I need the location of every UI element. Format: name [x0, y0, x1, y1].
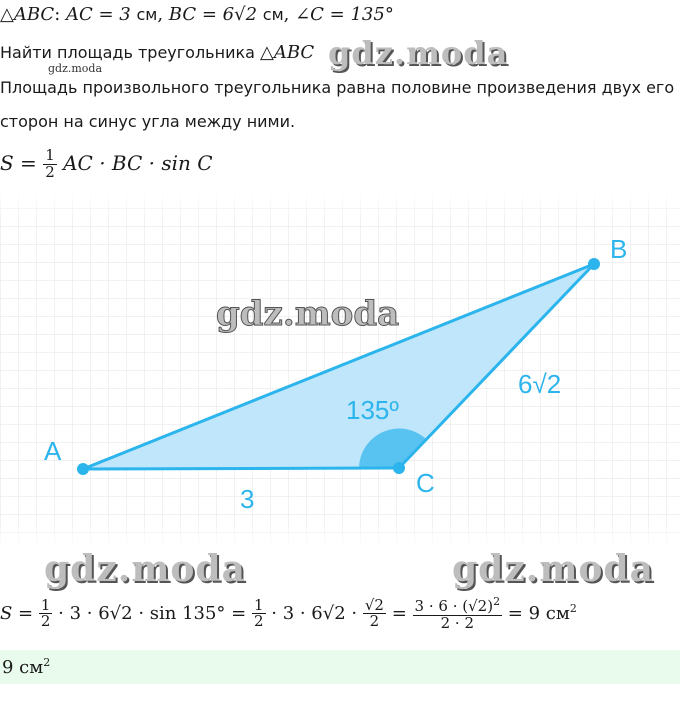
explanation-line-2: сторон на синус угла между ними.: [0, 112, 296, 131]
frac-3-den: 2: [369, 612, 380, 631]
condition-bc: BC = 6√2: [168, 4, 258, 25]
condition-ac-unit: см: [136, 5, 158, 24]
triangle-figure: [0, 190, 680, 550]
watermark-figure: gdz.moda: [216, 294, 400, 334]
answer-line: [2, 656, 50, 678]
condition-bc-unit: см: [262, 5, 284, 24]
solution-frac-2: [252, 595, 266, 631]
solution-eq: =: [391, 602, 407, 624]
vertex-a-dot: [77, 463, 89, 475]
solution-result-exp: 2: [569, 601, 577, 615]
answer-value: 9 см: [2, 657, 44, 678]
task-text: Найти площадь треугольника: [0, 43, 255, 62]
formula-den: 2: [45, 162, 55, 181]
solution-part-1: · 3 · 6√2 · sin 135° =: [58, 602, 247, 624]
solution-line: [0, 596, 577, 654]
solution-result: = 9 см: [507, 602, 570, 624]
watermark-bottom-left: gdz.moda: [44, 548, 246, 590]
frac-2-num: 1: [253, 595, 264, 614]
condition-ac: AC = 3: [65, 4, 131, 25]
vertex-a-label: A: [44, 436, 62, 466]
solution-frac-1: [39, 595, 53, 631]
formula-fraction: [43, 148, 57, 181]
condition-line: △ABC: AC = 3 см, BC = 6√2 см, ∠C = 135°: [0, 4, 394, 25]
vertex-b-label: B: [610, 234, 628, 264]
frac-2-den: 2: [253, 612, 264, 631]
frac-4-num: 3 · 6 · (√2): [414, 597, 494, 615]
solution-frac-3: [363, 595, 386, 631]
vertex-b-dot: [588, 258, 600, 270]
answer-box: [0, 650, 680, 684]
condition-triangle: △ABC: [0, 4, 55, 25]
frac-4-den: 2 · 2: [440, 613, 474, 632]
answer-exp: 2: [43, 656, 51, 669]
solution-s: S =: [0, 602, 34, 624]
frac-1-num: 1: [40, 595, 51, 614]
formula-rhs: AC · BC · sin C: [63, 150, 213, 175]
frac-3-num: √2: [364, 595, 384, 614]
area-formula: [0, 148, 213, 190]
angle-c-label: 135º: [346, 395, 399, 425]
side-bc-label: 6√2: [518, 369, 562, 399]
solution-part-2: · 3 · 6√2 ·: [271, 602, 358, 624]
watermark-small: gdz.moda: [48, 62, 103, 75]
frac-1-den: 2: [40, 612, 51, 631]
condition-angle: ∠C = 135°: [295, 4, 394, 25]
formula-num: 1: [45, 148, 55, 164]
explanation-line-1: Площадь произвольного треугольника равна половине произведения двух его: [0, 78, 675, 97]
vertex-c-dot: [393, 462, 405, 474]
formula-lhs: S =: [0, 150, 37, 175]
vertex-c-label: C: [416, 468, 435, 498]
task-triangle: △ABC: [260, 42, 315, 63]
task-line: [0, 42, 314, 63]
solution-frac-4: [413, 596, 503, 632]
watermark-bottom-right: gdz.moda: [452, 548, 654, 590]
side-ac-label: 3: [240, 484, 255, 514]
frac-4-num-exp: 2: [493, 595, 501, 608]
watermark-top: gdz.moda: [328, 34, 509, 72]
